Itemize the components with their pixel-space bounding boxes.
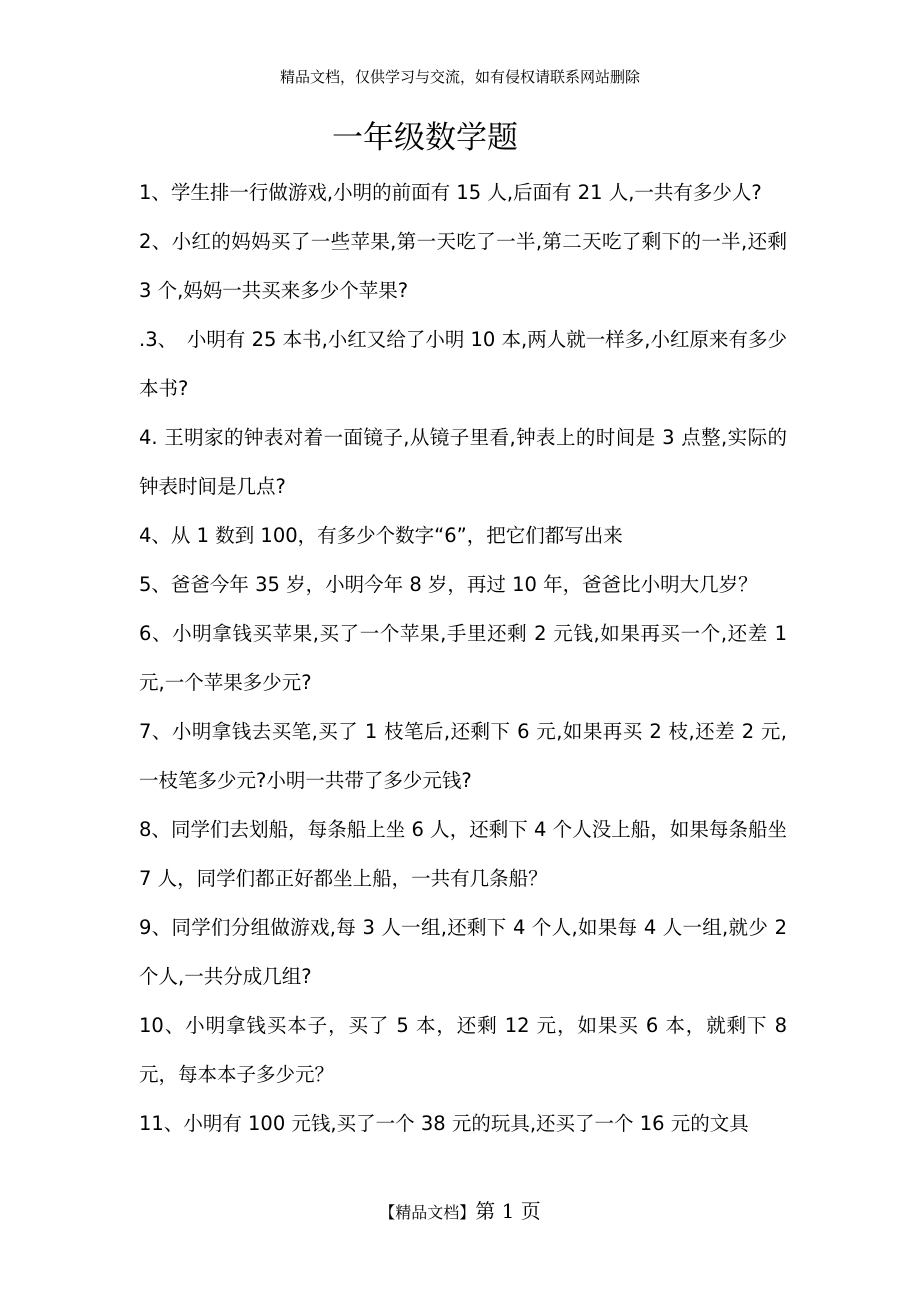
question-item: 9、同学们分组做游戏,每 3 人一组,还剩下 4 个人,如果每 4 人一组,就少 2 个人,一共分成几组? [139, 916, 787, 988]
question-item: 4、从 1 数到 100，有多少个数字“6”，把它们都写出来 [139, 524, 623, 547]
page-footer [0, 1195, 920, 1224]
question-item: 5、爸爸今年 35 岁，小明今年 8 岁，再过 10 年，爸爸比小明大几岁？ [139, 573, 758, 596]
question-item: 11、小明有 100 元钱,买了一个 38 元的玩具,还买了一个 16 元的文具 [139, 1112, 749, 1135]
question-item: 6、小明拿钱买苹果,买了一个苹果,手里还剩 2 元钱,如果再买一个,还差 1 元,一个苹果多少元? [139, 622, 787, 694]
question-item: 8、同学们去划船，每条船上坐 6 人，还剩下 4 个人没上船，如果每条船坐 7 人，同学们都正好都坐上船，一共有几条船？ [139, 818, 787, 890]
question-item: 10、小明拿钱买本子，买了 5 本，还剩 12 元，如果买 6 本，就剩下 8 元，每本本子多少元？ [139, 1014, 787, 1086]
question-item: 7、小明拿钱去买笔,买了 1 枝笔后,还剩下 6 元,如果再买 2 枝,还差 2 元,一枝笔多少元?小明一共带了多少元钱? [139, 720, 787, 792]
question-item: 4. 王明家的钟表对着一面镜子,从镜子里看,钟表上的时间是 3 点整,实际的钟表时间是几点? [139, 426, 787, 498]
page-number: 第 1 页 [475, 1199, 541, 1223]
page-header: 精品文档，仅供学习与交流，如有侵权请联系网站删除 [279, 68, 640, 86]
question-list [139, 168, 787, 1148]
page-title: 一年级数学题 [332, 120, 518, 156]
question-item: .3、 小明有 25 本书,小红又给了小明 10 本,两人就一样多,小红原来有多少本书? [139, 328, 787, 400]
footer-tag: 【精品文档】 [379, 1203, 476, 1222]
question-item: 1、学生排一行做游戏,小明的前面有 15 人,后面有 21 人,一共有多少人? [139, 181, 762, 204]
question-item: 2、小红的妈妈买了一些苹果,第一天吃了一半,第二天吃了剩下的一半,还剩 3 个,妈妈一共买来多少个苹果? [139, 230, 787, 302]
